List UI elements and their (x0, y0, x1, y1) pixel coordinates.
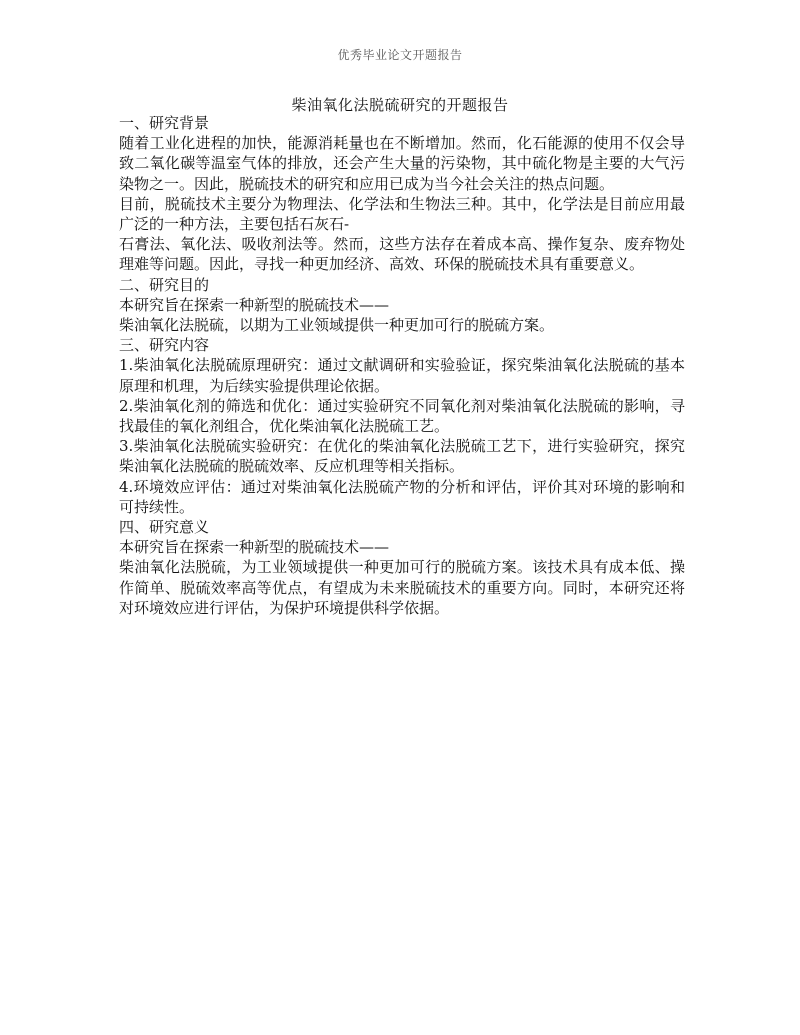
document-body (119, 113, 685, 618)
background-paragraph-1: 随着工业化进程的加快，能源消耗量也在不断增加。然而，化石能源的使用不仅会导致二氧化碳等温室气体的排放，还会产生大量的污染物，其中硫化物是主要的大气污染物之一。因此，脱硫技术的研究和应用已成为当今社会关注的热点问题。 (119, 134, 685, 193)
document-title: 柴油氧化法脱硫研究的开题报告 (291, 96, 509, 114)
content-item-1: 1.柴油氧化法脱硫原理研究：通过文献调研和实验验证，探究柴油氧化法脱硫的基本原理和机理，为后续实验提供理论依据。 (119, 356, 685, 395)
background-paragraph-3: 石膏法、氧化法、吸收剂法等。然而，这些方法存在着成本高、操作复杂、废弃物处理难等问题。因此，寻找一种更加经济、高效、环保的脱硫技术具有重要意义。 (119, 235, 685, 274)
section-heading-purpose: 二、研究目的 (119, 275, 210, 294)
section-heading-background: 一、研究背景 (119, 114, 210, 132)
background-paragraph-2: 目前，脱硫技术主要分为物理法、化学法和生物法三种。其中，化学法是目前应用最广泛的一种方法，主要包括石灰石- (119, 194, 685, 234)
section-heading-significance: 四、研究意义 (119, 518, 210, 537)
purpose-paragraph-2: 柴油氧化法脱硫，以期为工业领域提供一种更加可行的脱硫方案。 (119, 316, 555, 335)
content-item-4: 4.环境效应评估：通过对柴油氧化法脱硫产物的分析和评估，评价其对环境的影响和可持续性。 (119, 477, 685, 516)
significance-paragraph-1: 本研究旨在探索一种新型的脱硫技术—— (119, 538, 390, 557)
page-header: 优秀毕业论文开题报告 (337, 48, 463, 62)
content-item-2: 2.柴油氧化剂的筛选和优化：通过实验研究不同氧化剂对柴油氧化法脱硫的影响，寻找最佳的氧化剂组合，优化柴油氧化法脱硫工艺。 (119, 396, 685, 436)
section-heading-content: 三、研究内容 (119, 336, 210, 355)
significance-paragraph-2: 柴油氧化法脱硫，为工业领域提供一种更加可行的脱硫方案。该技术具有成本低、操作简单、脱硫效率高等优点，有望成为未来脱硫技术的重要方向。同时，本研究还将对环境效应进行评估，为保护环境提供科学依据。 (119, 558, 685, 617)
content-item-3: 3.柴油氧化法脱硫实验研究：在优化的柴油氧化法脱硫工艺下，进行实验研究，探究柴油氧化法脱硫的脱硫效率、反应机理等相关指标。 (119, 437, 685, 476)
purpose-paragraph-1: 本研究旨在探索一种新型的脱硫技术—— (119, 295, 390, 314)
